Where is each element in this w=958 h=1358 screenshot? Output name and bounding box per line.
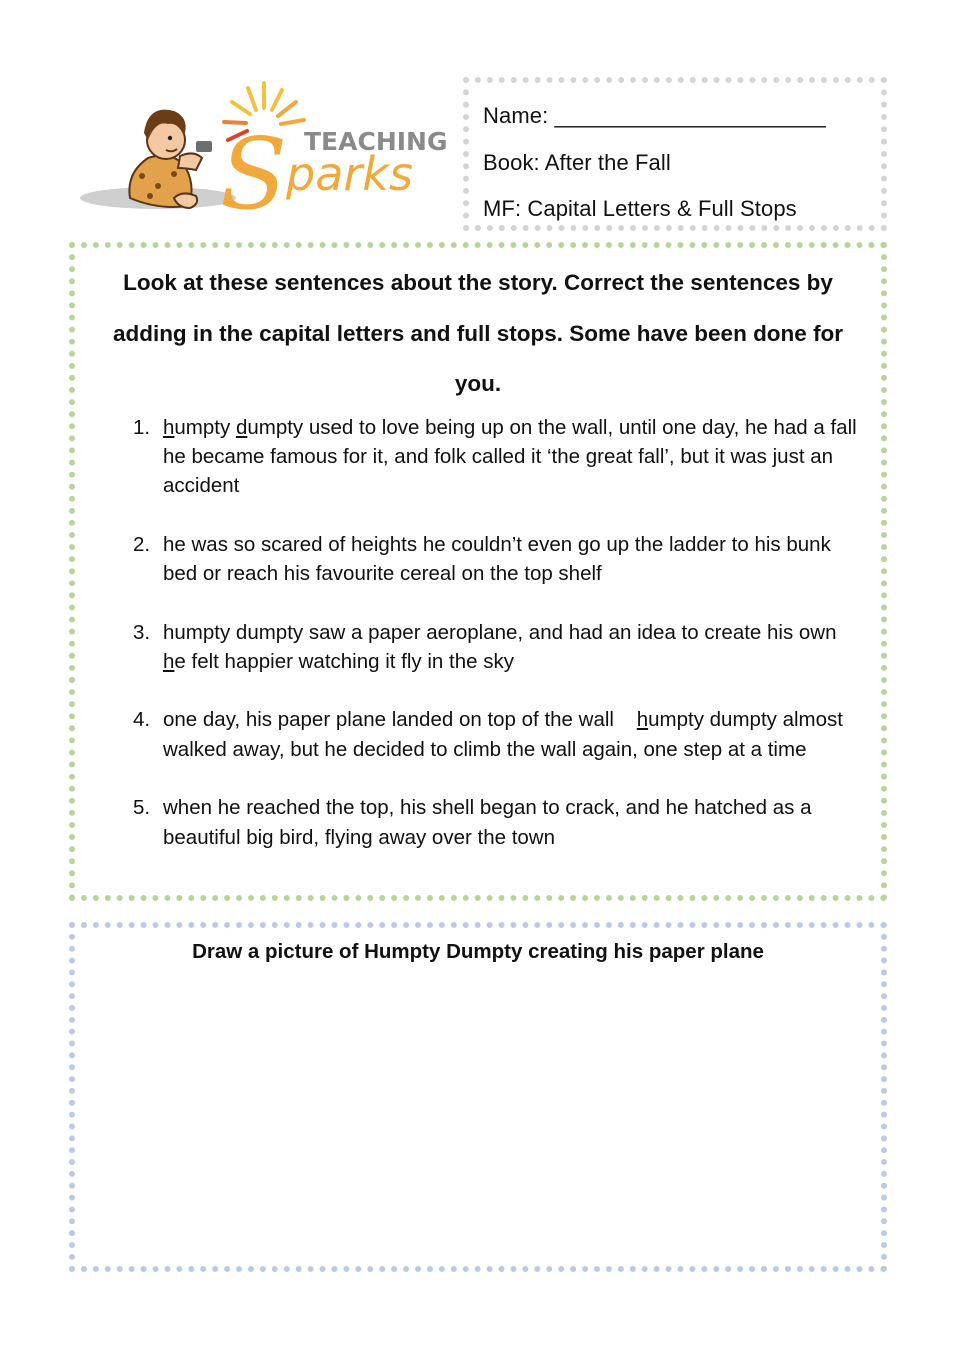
logo-teaching-text: TEACHING [304, 127, 448, 156]
drawing-area[interactable] [69, 922, 887, 1272]
sentence-item [89, 530, 867, 589]
book-title: Book: After the Fall [483, 149, 671, 175]
teaching-sparks-logo [78, 78, 450, 223]
sentence-text: when he reached the top, his shell began to crack, and he hatched as a beautiful big bird, flying away over the town [163, 796, 818, 849]
corrected-capital: h [636, 708, 649, 732]
logo-graphic [78, 78, 450, 223]
drawing-prompt: Draw a picture of Humpty Dumpty creating his paper plane [192, 940, 764, 963]
sentence-text: umpty used to love being up on the wall, until one day, he had a fall he became famous for it, and folk called it ‘the great fall’, but it was just an accident [163, 415, 880, 498]
name-field[interactable]: Name: ______________________ [483, 103, 826, 128]
student-info-box [463, 77, 887, 231]
corrected-capital: h [163, 649, 175, 673]
sentence-item [89, 705, 867, 764]
sentence-number: 3. [133, 620, 151, 644]
sentence-text: one day, his paper plane landed on top of the wall [163, 708, 637, 732]
exercise-box [69, 242, 887, 901]
logo-sparks-text: parks [286, 147, 413, 201]
sentence-text: humpty dumpty saw a paper aeroplane, and had an idea to create his own [163, 620, 854, 644]
sentence-number: 1. [133, 415, 151, 439]
sentence-item [89, 413, 880, 501]
sentence-text: umpty dumpty almost walked away, but he decided to climb the wall again, one step at a time [163, 708, 849, 761]
sentence-number: 2. [133, 532, 151, 556]
corrected-capital: d [235, 415, 248, 439]
sentence-text: he was so scared of heights he couldn’t even go up the ladder to his bunk bed or reach his favourite cereal on the top shelf [163, 532, 837, 586]
sentence-list [89, 413, 880, 852]
sentence-item [89, 618, 867, 677]
sentence-text: umpty [174, 415, 236, 439]
instructions: Look at these sentences about the story. Correct the sentences by adding in the capital letters and full stops. Some have been done for you. [112, 270, 844, 396]
sentence-item [89, 793, 867, 852]
sentence-text: e felt happier watching it fly in the sky [174, 649, 514, 673]
sentence-number: 4. [133, 708, 151, 732]
logo-s-letter: S [220, 118, 288, 223]
focus-label: MF: Capital Letters & Full Stops [483, 196, 797, 221]
corrected-capital: h [163, 415, 175, 439]
sentence-number: 5. [133, 796, 151, 820]
